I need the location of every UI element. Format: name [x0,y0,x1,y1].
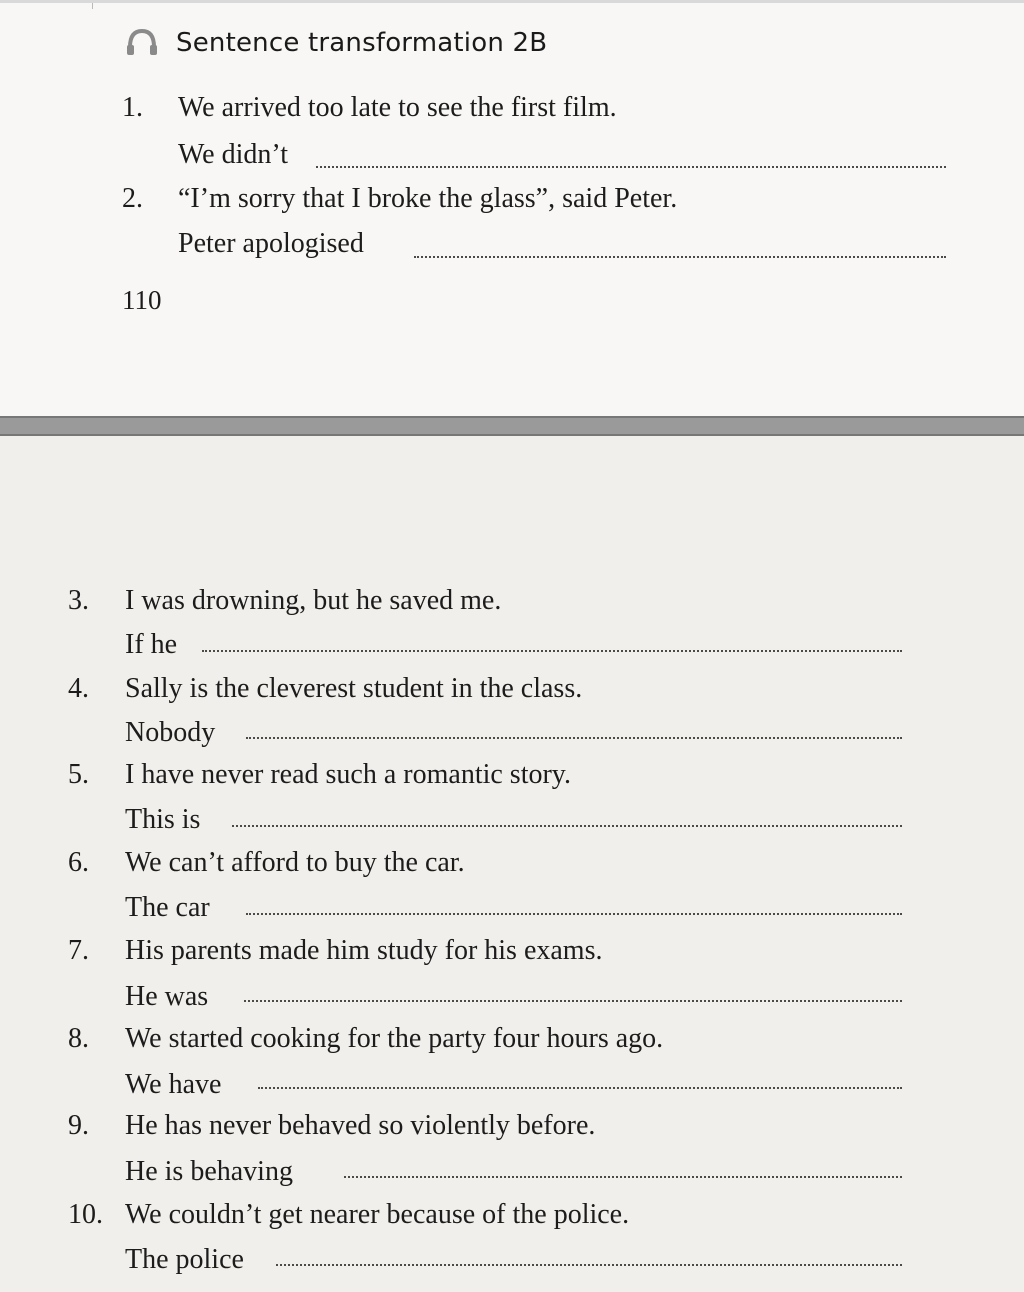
answer-line[interactable] [246,737,902,739]
answer-line[interactable] [202,650,902,652]
top-edge-mark [92,3,93,9]
answer-line[interactable] [232,825,902,827]
answer-line[interactable] [258,1087,902,1089]
item-sentence: We couldn’t get nearer because of the police. [125,1199,630,1230]
item-sentence: “I’m sorry that I broke the glass”, said Peter. [178,183,678,214]
item-prompt: We didn’t [178,139,288,170]
item-sentence: I was drowning, but he saved me. [125,585,502,616]
answer-line[interactable] [344,1176,902,1178]
item-sentence: His parents made him study for his exams. [125,935,603,966]
item-number: 5. [68,759,89,790]
headphones-audio-icon [124,25,160,61]
item-sentence: He has never behaved so violently before. [125,1110,596,1141]
answer-line[interactable] [246,913,902,915]
answer-line[interactable] [316,166,946,168]
answer-line[interactable] [414,256,946,258]
answer-line[interactable] [276,1264,902,1266]
item-prompt: The police [125,1244,244,1275]
page-divider [0,416,1024,436]
item-sentence: We arrived too late to see the first film. [178,92,617,123]
item-number: 1. [122,92,143,123]
bottom-page-scan [0,436,1024,1292]
item-number: 7. [68,935,89,966]
answer-line[interactable] [244,1000,902,1002]
item-number: 9. [68,1110,89,1141]
page-number: 110 [122,285,162,315]
item-prompt: This is [125,804,201,835]
item-prompt: Nobody [125,717,216,748]
item-prompt: The car [125,892,210,923]
item-number: 10. [68,1199,103,1230]
item-number: 8. [68,1023,89,1054]
item-prompt: He is behaving [125,1156,293,1187]
section-heading [124,25,547,61]
item-prompt: He was [125,981,209,1012]
item-sentence: I have never read such a romantic story. [125,759,571,790]
item-number: 4. [68,673,89,704]
item-sentence: Sally is the cleverest student in the class. [125,673,583,704]
item-prompt: If he [125,629,178,660]
item-number: 6. [68,847,89,878]
item-prompt: Peter apologised [178,228,364,259]
item-number: 3. [68,585,89,616]
item-prompt: We have [125,1069,222,1100]
item-number: 2. [122,183,143,214]
top-page-scan [0,0,1024,416]
item-sentence: We started cooking for the party four hours ago. [125,1023,664,1054]
item-sentence: We can’t afford to buy the car. [125,847,465,878]
section-title: Sentence transformation 2B [176,28,548,58]
